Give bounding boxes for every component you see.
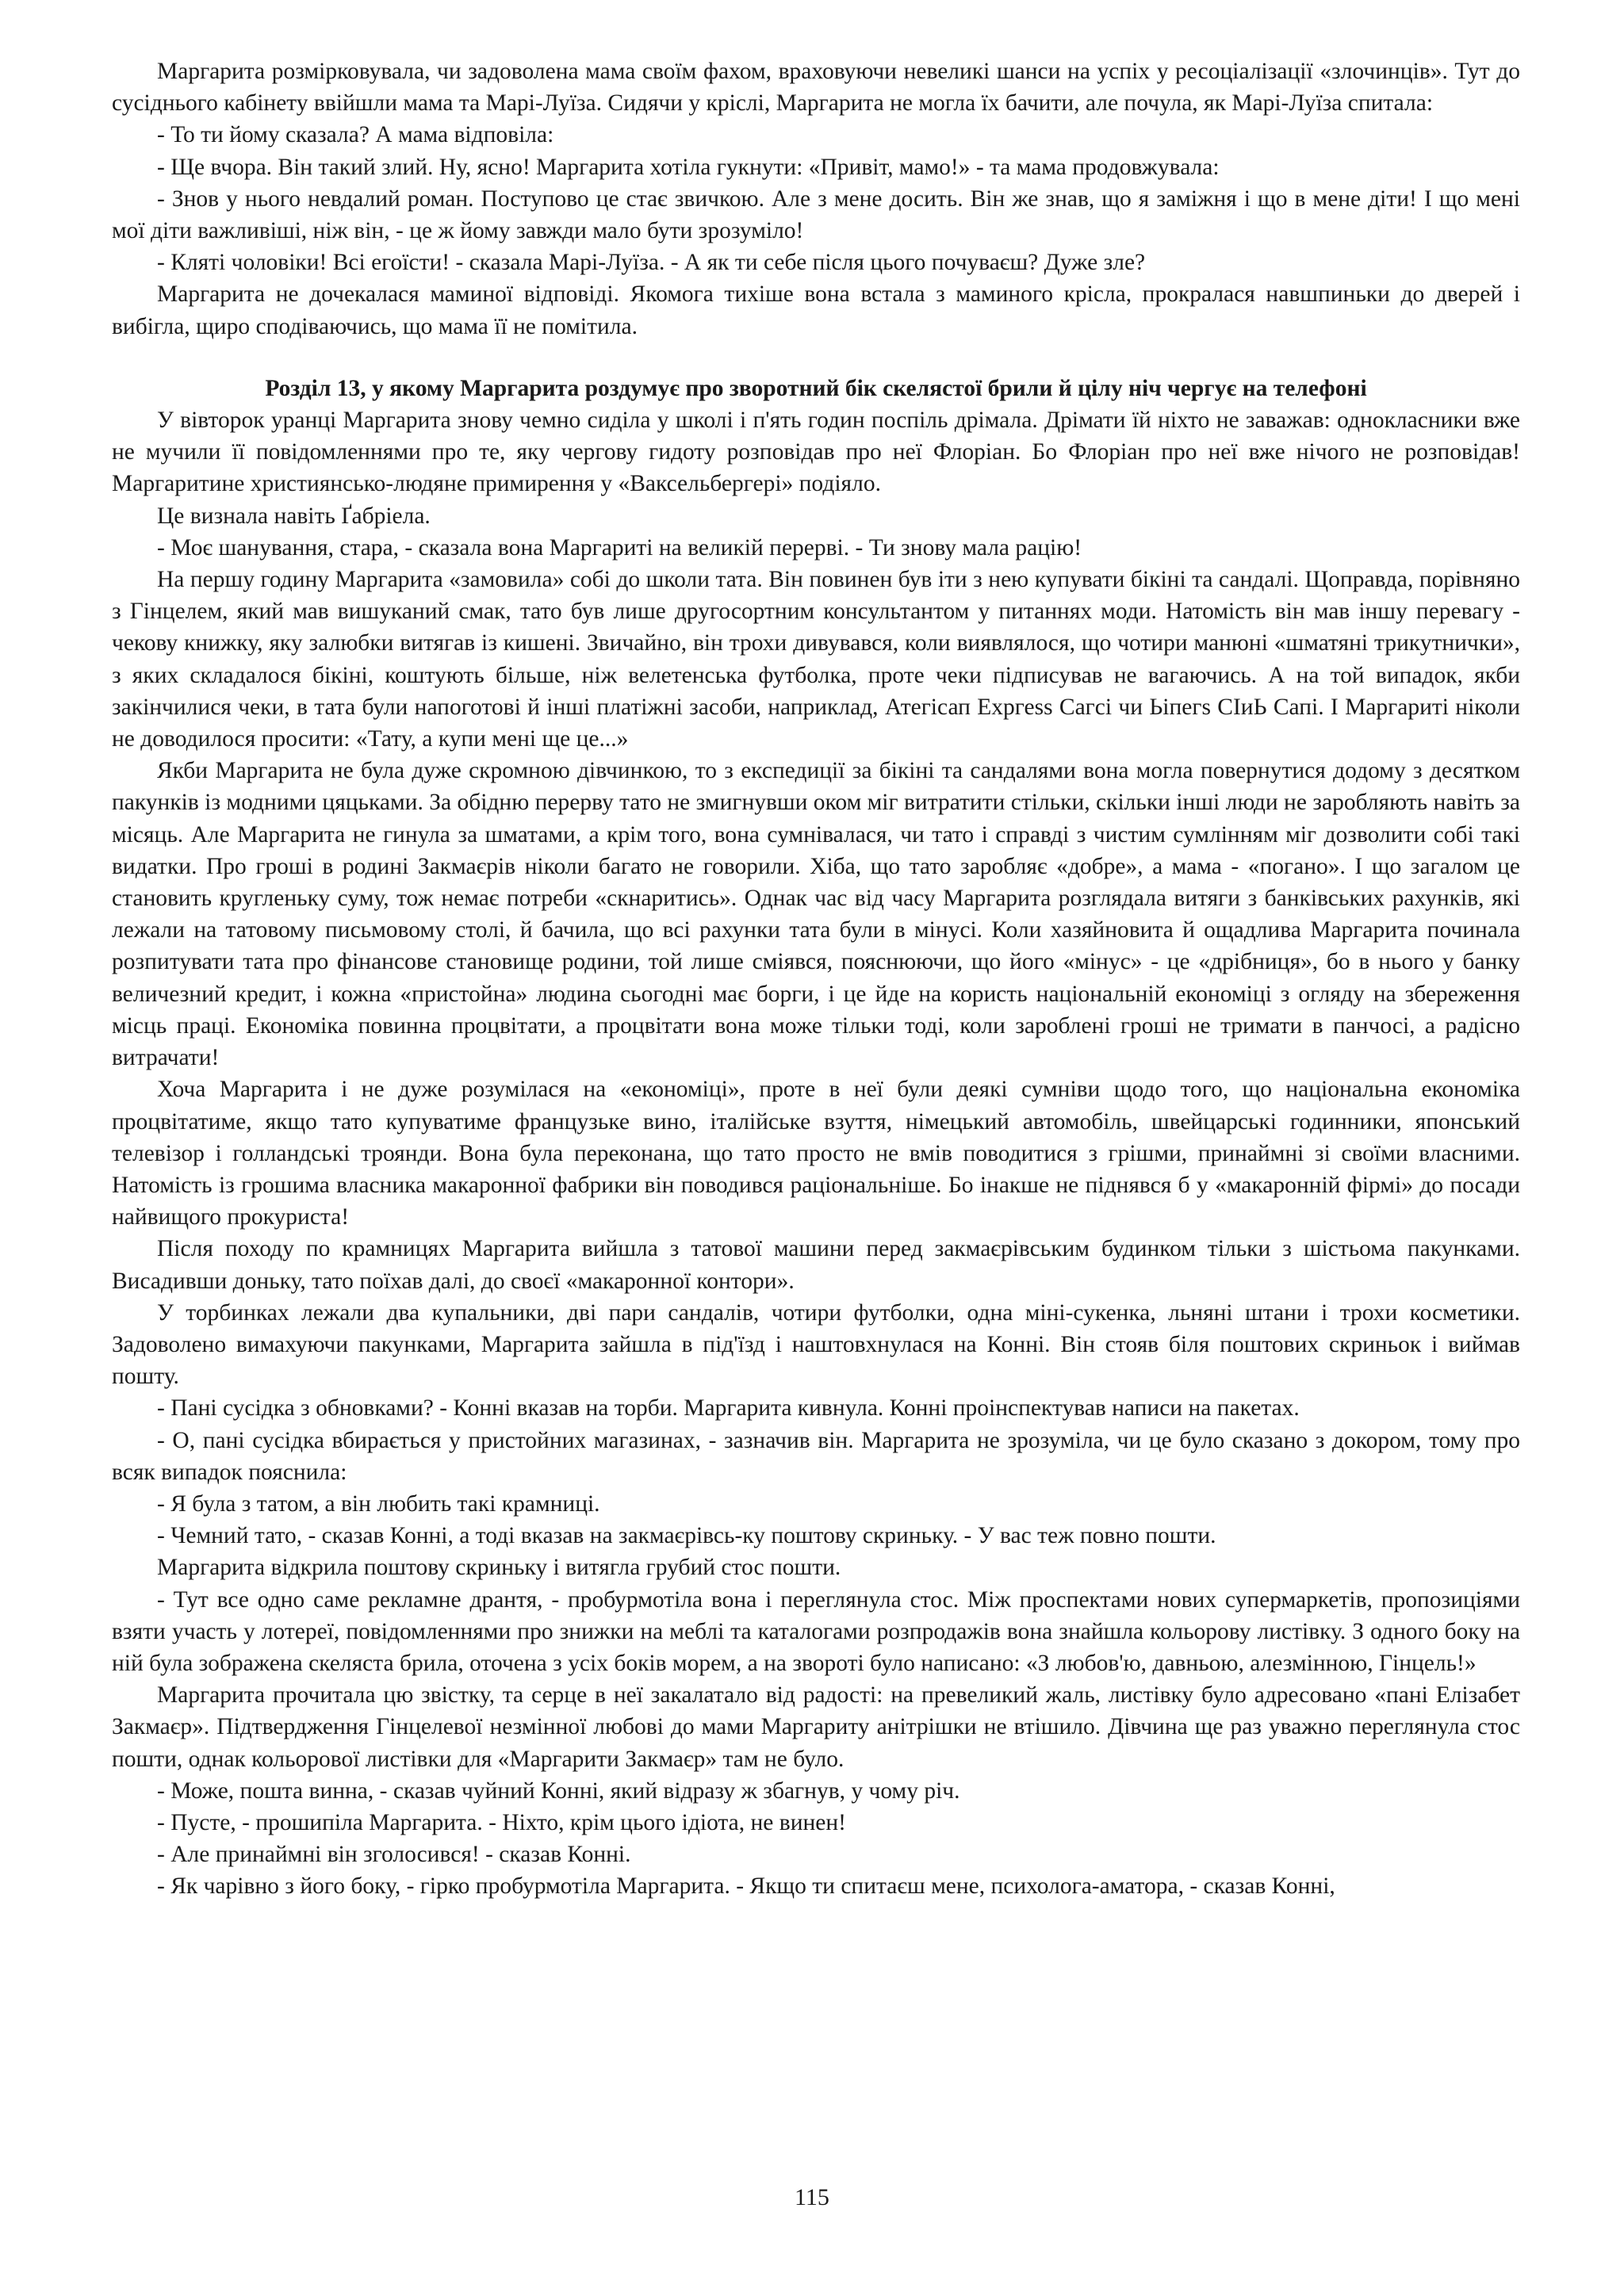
paragraph: Маргарита не дочекалася маминої відповіді. Якомога тихіше вона встала з маминого крісла, прокралася навшпиньки до дверей і вибігла, щиро сподіваючись, що мама її не помітила. xyxy=(112,281,1520,339)
paragraph: - Тут все одно саме рекламне дрантя, - пробурмотіла вона і переглянула стос. Між проспектами нових супермаркетів, пропозиціями взяти участь у лотереї, повідомленнями про знижки на меблі та каталогами розпродажів вона знайшла кольорову листівку. З одного боку на ній була зображена скеляста брила, оточена з усіх боків морем, а на звороті було написано: «З любов'ю, давньою, алезмінною, Гінцель!» xyxy=(112,1586,1520,1676)
paragraph: - Я була з татом, а він любить такі крамниці. xyxy=(157,1490,600,1517)
paragraph: - Але принаймні він зголосився! - сказав Конні. xyxy=(157,1842,631,1868)
paragraph: Маргарита прочитала цю звістку, та серце в неї закалатало від радості: на превеликий жаль, листівку було адресовано «пані Елізабет Закмаєр». Підтвердження Гінцелевої незмінної любові до мами Маргариту анітрішки не втішило. Дівчина ще раз уважно переглянула стос пошти, однак кольорової листівки для «Маргарити Закмаєр» там не було. xyxy=(112,1682,1520,1772)
text-block-before xyxy=(112,55,1520,342)
paragraph: Це визнала навіть Ґабріела. xyxy=(157,503,431,529)
paragraph: Якби Маргарита не була дуже скромною дівчинкою, то з експедиції за бікіні та сандалями вона могла повернутися додому з десятком пакунків із модними цяцьками. За обідню перерву тато не змигнувши оком міг витратити стільки, скільки інші люди не заробляють навіть за місяць. Але Маргарита не гинула за шматами, а крім того, вона сумнівалася, чи тато і справді з чистим сумлінням міг дозволити собі такі видатки. Про гроші в родині Закмаєрів ніколи багато не говорили. Хіба, що тато заробляє «добре», а мама - «погано». І що загалом це становить кругленьку суму, тож немає потреби «скнаритись». Однак час від часу Маргарита розглядала витяги з банківських рахунків, які лежали на татовому письмовому столі, й бачила, що всі рахунки тата були в мінусі. Коли хазяйновита й ощадлива Маргарита починала розпитувати тата про фінансове становище родини, той лише сміявся, пояснюючи, що його «мінус» - це «дрібниця», бо в нього у банку величезний кредит, і кожна «пристойна» людина сьогодні має борги, і це йде на користь національній економіці з огляду на збереження місць праці. Економіка повинна процвітати, а процвітати вона може тільки тоді, коли зароблені гроші не тримати в панчосі, а радісно витрачати! xyxy=(112,758,1520,1071)
paragraph: Маргарита розмірковувала, чи задоволена мама своїм фахом, враховуючи невеликі шанси на успіх у ресоціалізації «злочинців». Тут до сусіднього кабінету ввійшли мама та Марі-Луїза. Сидячи у кріслі, Маргарита не могла їх бачити, але почула, як Марі-Луїза спитала: xyxy=(112,59,1520,117)
paragraph: - Як чарівно з його боку, - гірко пробурмотіла Маргарита. - Якщо ти спитаєш мене, психолога-аматора, - сказав Конні, xyxy=(157,1873,1335,1900)
paragraph: - То ти йому сказала? А мама відповіла: xyxy=(157,122,554,148)
text-block-after xyxy=(112,404,1520,1903)
paragraph: У вівторок уранці Маргарита знову чемно сиділа у школі і п'ять годин поспіль дрімала. Дрімати їй ніхто не заважав: однокласники вже не мучили її повідомленнями про те, яку чергову гидоту розповідав про неї Флоріан. Бо Флоріан про неї вже нічого не розповідав! Маргаритине християнсько-людяне примирення у «Ваксельбергері» подіяло. xyxy=(112,408,1520,497)
paragraph: Після походу по крамницях Маргарита вийшла з татової машини перед закмаєрівським будинком тільки з шістьома пакунками. Висадивши доньку, тато поїхав далі, до своєї «макаронної контори». xyxy=(112,1236,1520,1294)
paragraph: - О, пані сусідка вбирається у пристойних магазинах, - зазначив він. Маргарита не зрозуміла, чи це було сказано з докором, тому про всяк випадок пояснила: xyxy=(112,1427,1520,1485)
paragraph: - Моє шанування, стара, - сказала вона Маргариті на великій перерві. - Ти знову мала рацію! xyxy=(157,534,1082,561)
paragraph: - Пусте, - прошипіла Маргарита. - Ніхто, крім цього ідіота, не винен! xyxy=(157,1809,846,1835)
paragraph: - Може, пошта винна, - сказав чуйний Конні, який відразу ж збагнув, у чому річ. xyxy=(157,1777,960,1804)
paragraph: Маргарита відкрила поштову скриньку і витягла грубий стос пошти. xyxy=(157,1555,841,1581)
paragraph: - Знов у нього невдалий роман. Поступово це стає звичкою. Але з мене досить. Він же знав, що я заміжня і що в мене діти! І що мені мої діти важливіші, ніж він, - це ж йому завжди мало бути зрозуміло! xyxy=(112,186,1520,244)
chapter-heading: Розділ 13, у якому Маргарита роздумує про зворотний бік скелястої брили й цілу ніч чергує на телефоні xyxy=(265,375,1367,401)
paragraph: У торбинках лежали два купальники, дві пари сандалів, чотири футболки, одна міні-сукенка, льняні штани і трохи косметики. Задоволено вимахуючи пакунками, Маргарита зайшла в під'їзд і наштовхнулася на Конні. Він стояв біля поштових скриньок і виймав пошту. xyxy=(112,1299,1520,1390)
paragraph: - Чемний тато, - сказав Конні, а тоді вказав на закмаєрівсь-ку поштову скриньку. - У вас теж повно пошти. xyxy=(157,1523,1216,1549)
paragraph: Хоча Маргарита і не дуже розумілася на «економіці», проте в неї були деякі сумніви щодо того, що національна економіка процвітатиме, якщо тато купуватиме французьке вино, італійське взуття, німецький автомобіль, швейцарські годинники, японський телевізор і голландські троянди. Вона була переконана, що тато просто не вмів поводитися з грішми, принаймні зі своїми власними. Натомість із грошима власника макаронної фабрики він поводився раціональніше. Бо інакше не піднявся б у «макаронній фірмі» до посади найвищого прокуриста! xyxy=(112,1077,1520,1230)
page-number: 115 xyxy=(795,2184,829,2210)
paragraph: - Пані сусідка з обновками? - Конні вказав на торби. Маргарита кивнула. Конні проінспектував написи на пакетах. xyxy=(157,1395,1300,1422)
paragraph: На першу годину Маргарита «замовила» собі до школи тата. Він повинен був іти з нею купувати бікіні та сандалі. Щоправда, порівняно з Гінцелем, який мав вишуканий смак, тато був лише другосортним консультантом у питаннях моди. Натомість він мав іншу перевагу - чекову книжку, яку залюбки витягав із кишені. Звичайно, він трохи дивувався, коли виявлялося, що чотири манюні «шматяні трикутнички», з яких складалося бікіні, коштують більше, ніж велетенська футболка, проте чеки підписував не вагаючись. А на той випадок, якби закінчилися чеки, в тата були напоготові й інші платіжні засоби, наприклад, Атегісап Ехргеѕѕ Сагсі чи Ьіпегѕ СІиЬ Сапі. І Маргариті ніколи не доводилося просити: «Тату, а купи мені ще це...» xyxy=(112,567,1520,752)
paragraph: - Ще вчора. Він такий злий. Ну, ясно! Маргарита хотіла гукнути: «Привіт, мамо!» - та мама продовжувала: xyxy=(157,154,1220,180)
book-page xyxy=(112,55,1520,1903)
paragraph: - Кляті чоловіки! Всі егоїсти! - сказала Марі-Луїза. - А як ти себе після цього почуваєш? Дуже зле? xyxy=(157,250,1146,276)
